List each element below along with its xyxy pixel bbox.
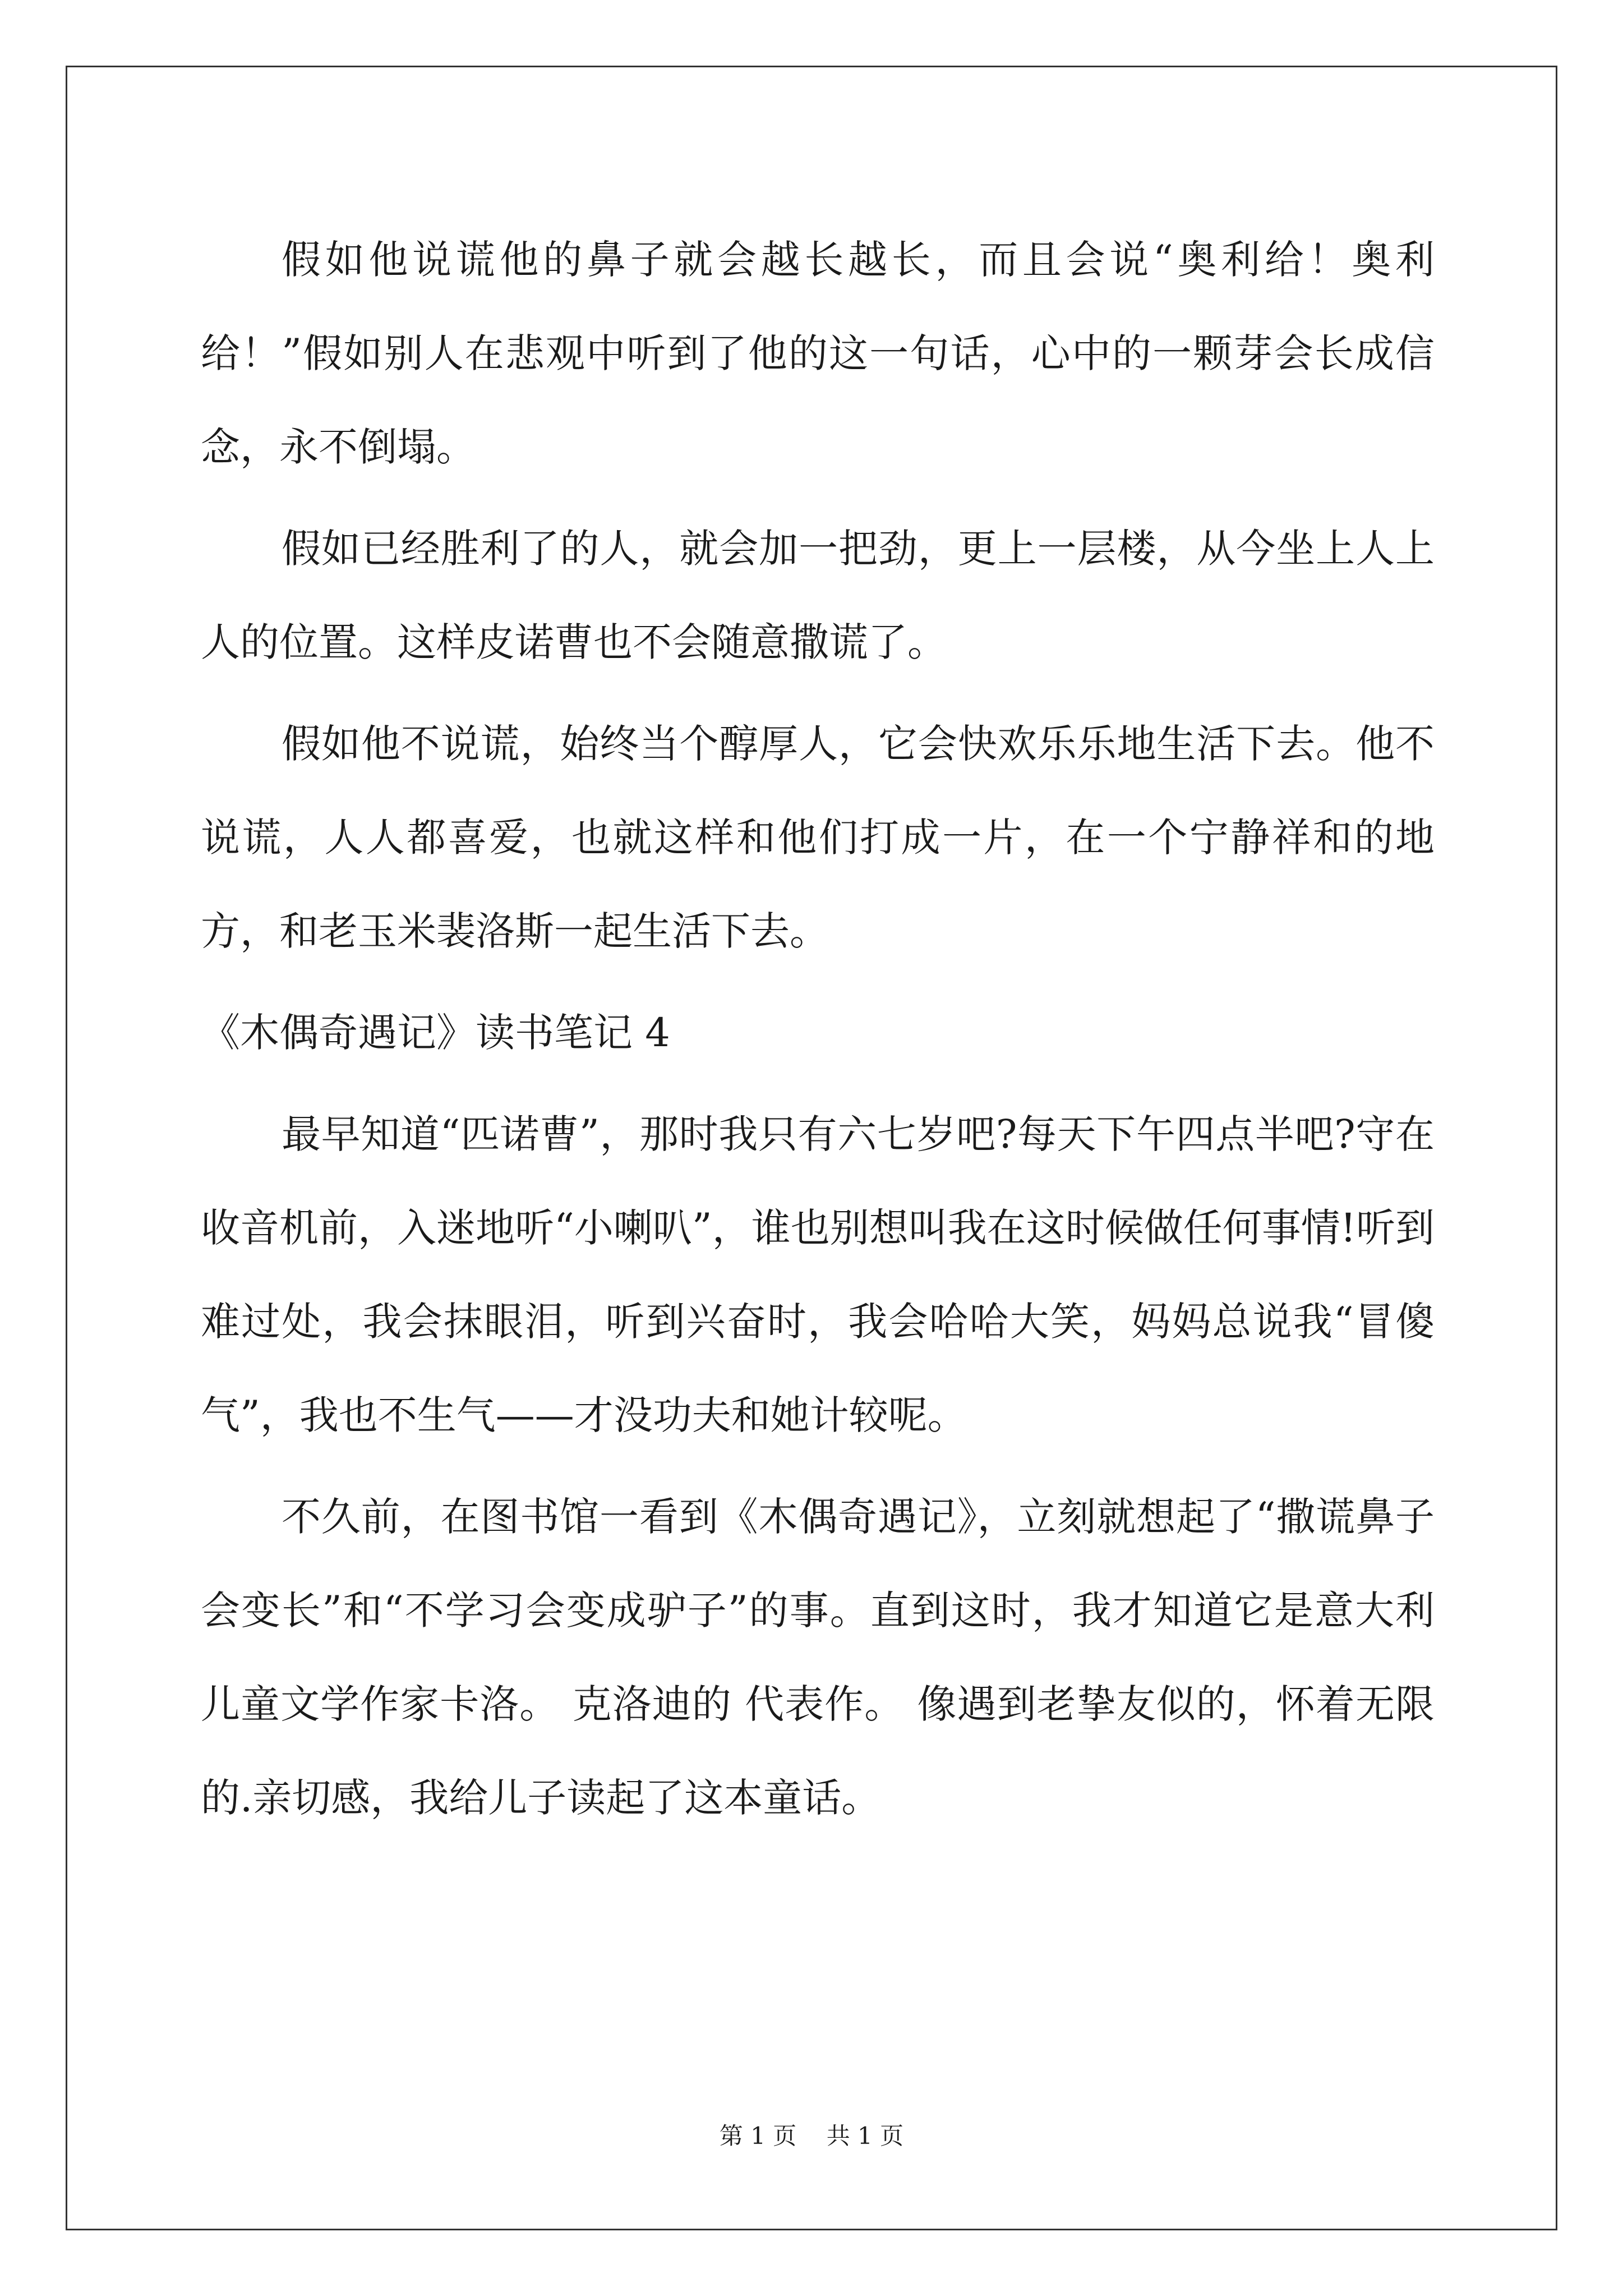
paragraph: 最早知道“匹诺曹”，那时我只有六七岁吧?每天下午四点半吧?守在收音机前，入迷地听“小喇叭”，谁也别想叫我在这时候做任何事情!听到难过处，我会抹眼泪，听到兴奋时，我会哈哈大笑，妈妈总说我“冒傻气”，我也不生气——才没功夫和她计较呢。 <box>201 1111 1435 1438</box>
paragraph: 不久前，在图书馆一看到《木偶奇遇记》，立刻就想起了“撒谎鼻子会变长”和“不学习会变成驴子”的事。直到这时，我才知道它是意大利儿童文学作家卡洛。 克洛迪的 代表作。 像遇到老挚友似的，怀着无限的.亲切感，我给儿子读起了这本童话。 <box>201 1494 1435 1821</box>
paragraph: 假如他说谎他的鼻子就会越长越长，而且会说“奥利给！奥利给！”假如别人在悲观中听到了他的这一句话，心中的一颗芽会长成信念，永不倒塌。 <box>201 237 1435 470</box>
section-heading: 《木偶奇遇记》读书笔记 4 <box>201 1010 670 1056</box>
paragraph: 假如他不说谎，始终当个醇厚人，它会快欢乐乐地生活下去。他不说谎，人人都喜爱，也就这样和他们打成一片，在一个宁静祥和的地方，和老玉米裴洛斯一起生活下去。 <box>201 721 1435 954</box>
document-body <box>201 213 1435 1853</box>
page-footer: 第 1 页 共 1 页 <box>719 2122 904 2150</box>
paragraph: 假如已经胜利了的人，就会加一把劲，更上一层楼，从今坐上人上人的位置。这样皮诺曹也不会随意撒谎了。 <box>201 526 1435 665</box>
